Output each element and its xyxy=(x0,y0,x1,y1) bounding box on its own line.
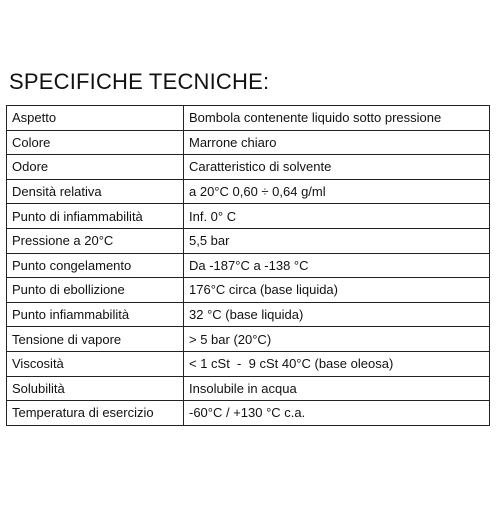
page-title: SPECIFICHE TECNICHE: xyxy=(9,69,270,94)
table-row xyxy=(7,278,490,303)
spec-value: < 1 cSt - 9 cSt 40°C (base oleosa) xyxy=(184,351,490,376)
table-row xyxy=(7,106,490,131)
spec-value: 176°C circa (base liquida) xyxy=(184,278,490,303)
spec-label: Punto congelamento xyxy=(7,253,184,278)
table-row xyxy=(7,130,490,155)
spec-label: Viscosità xyxy=(7,351,184,376)
table-row xyxy=(7,179,490,204)
spec-value: Bombola contenente liquido sotto pressione xyxy=(184,106,490,131)
spec-value: Da -187°C a -138 °C xyxy=(184,253,490,278)
spec-label: Colore xyxy=(7,130,184,155)
spec-value: Insolubile in acqua xyxy=(184,376,490,401)
spec-value: Caratteristico di solvente xyxy=(184,155,490,180)
table-row xyxy=(7,351,490,376)
spec-label: Punto di ebollizione xyxy=(7,278,184,303)
spec-value: 5,5 bar xyxy=(184,228,490,253)
table-row xyxy=(7,155,490,180)
table-row xyxy=(7,204,490,229)
spec-label: Tensione di vapore xyxy=(7,327,184,352)
table-row xyxy=(7,302,490,327)
specifications-table xyxy=(6,105,490,426)
table-row xyxy=(7,228,490,253)
table-row xyxy=(7,327,490,352)
table-row xyxy=(7,376,490,401)
spec-value: > 5 bar (20°C) xyxy=(184,327,490,352)
spec-label: Punto di infiammabilità xyxy=(7,204,184,229)
spec-label: Aspetto xyxy=(7,106,184,131)
spec-label: Densità relativa xyxy=(7,179,184,204)
spec-label: Temperatura di esercizio xyxy=(7,401,184,426)
spec-value: Inf. 0° C xyxy=(184,204,490,229)
table-row xyxy=(7,401,490,426)
spec-value: 32 °C (base liquida) xyxy=(184,302,490,327)
table-row xyxy=(7,253,490,278)
spec-value: Marrone chiaro xyxy=(184,130,490,155)
spec-label: Punto infiammabilità xyxy=(7,302,184,327)
spec-label: Pressione a 20°C xyxy=(7,228,184,253)
spec-value: a 20°C 0,60 ÷ 0,64 g/ml xyxy=(184,179,490,204)
spec-label: Solubilità xyxy=(7,376,184,401)
spec-label: Odore xyxy=(7,155,184,180)
spec-value: -60°C / +130 °C c.a. xyxy=(184,401,490,426)
